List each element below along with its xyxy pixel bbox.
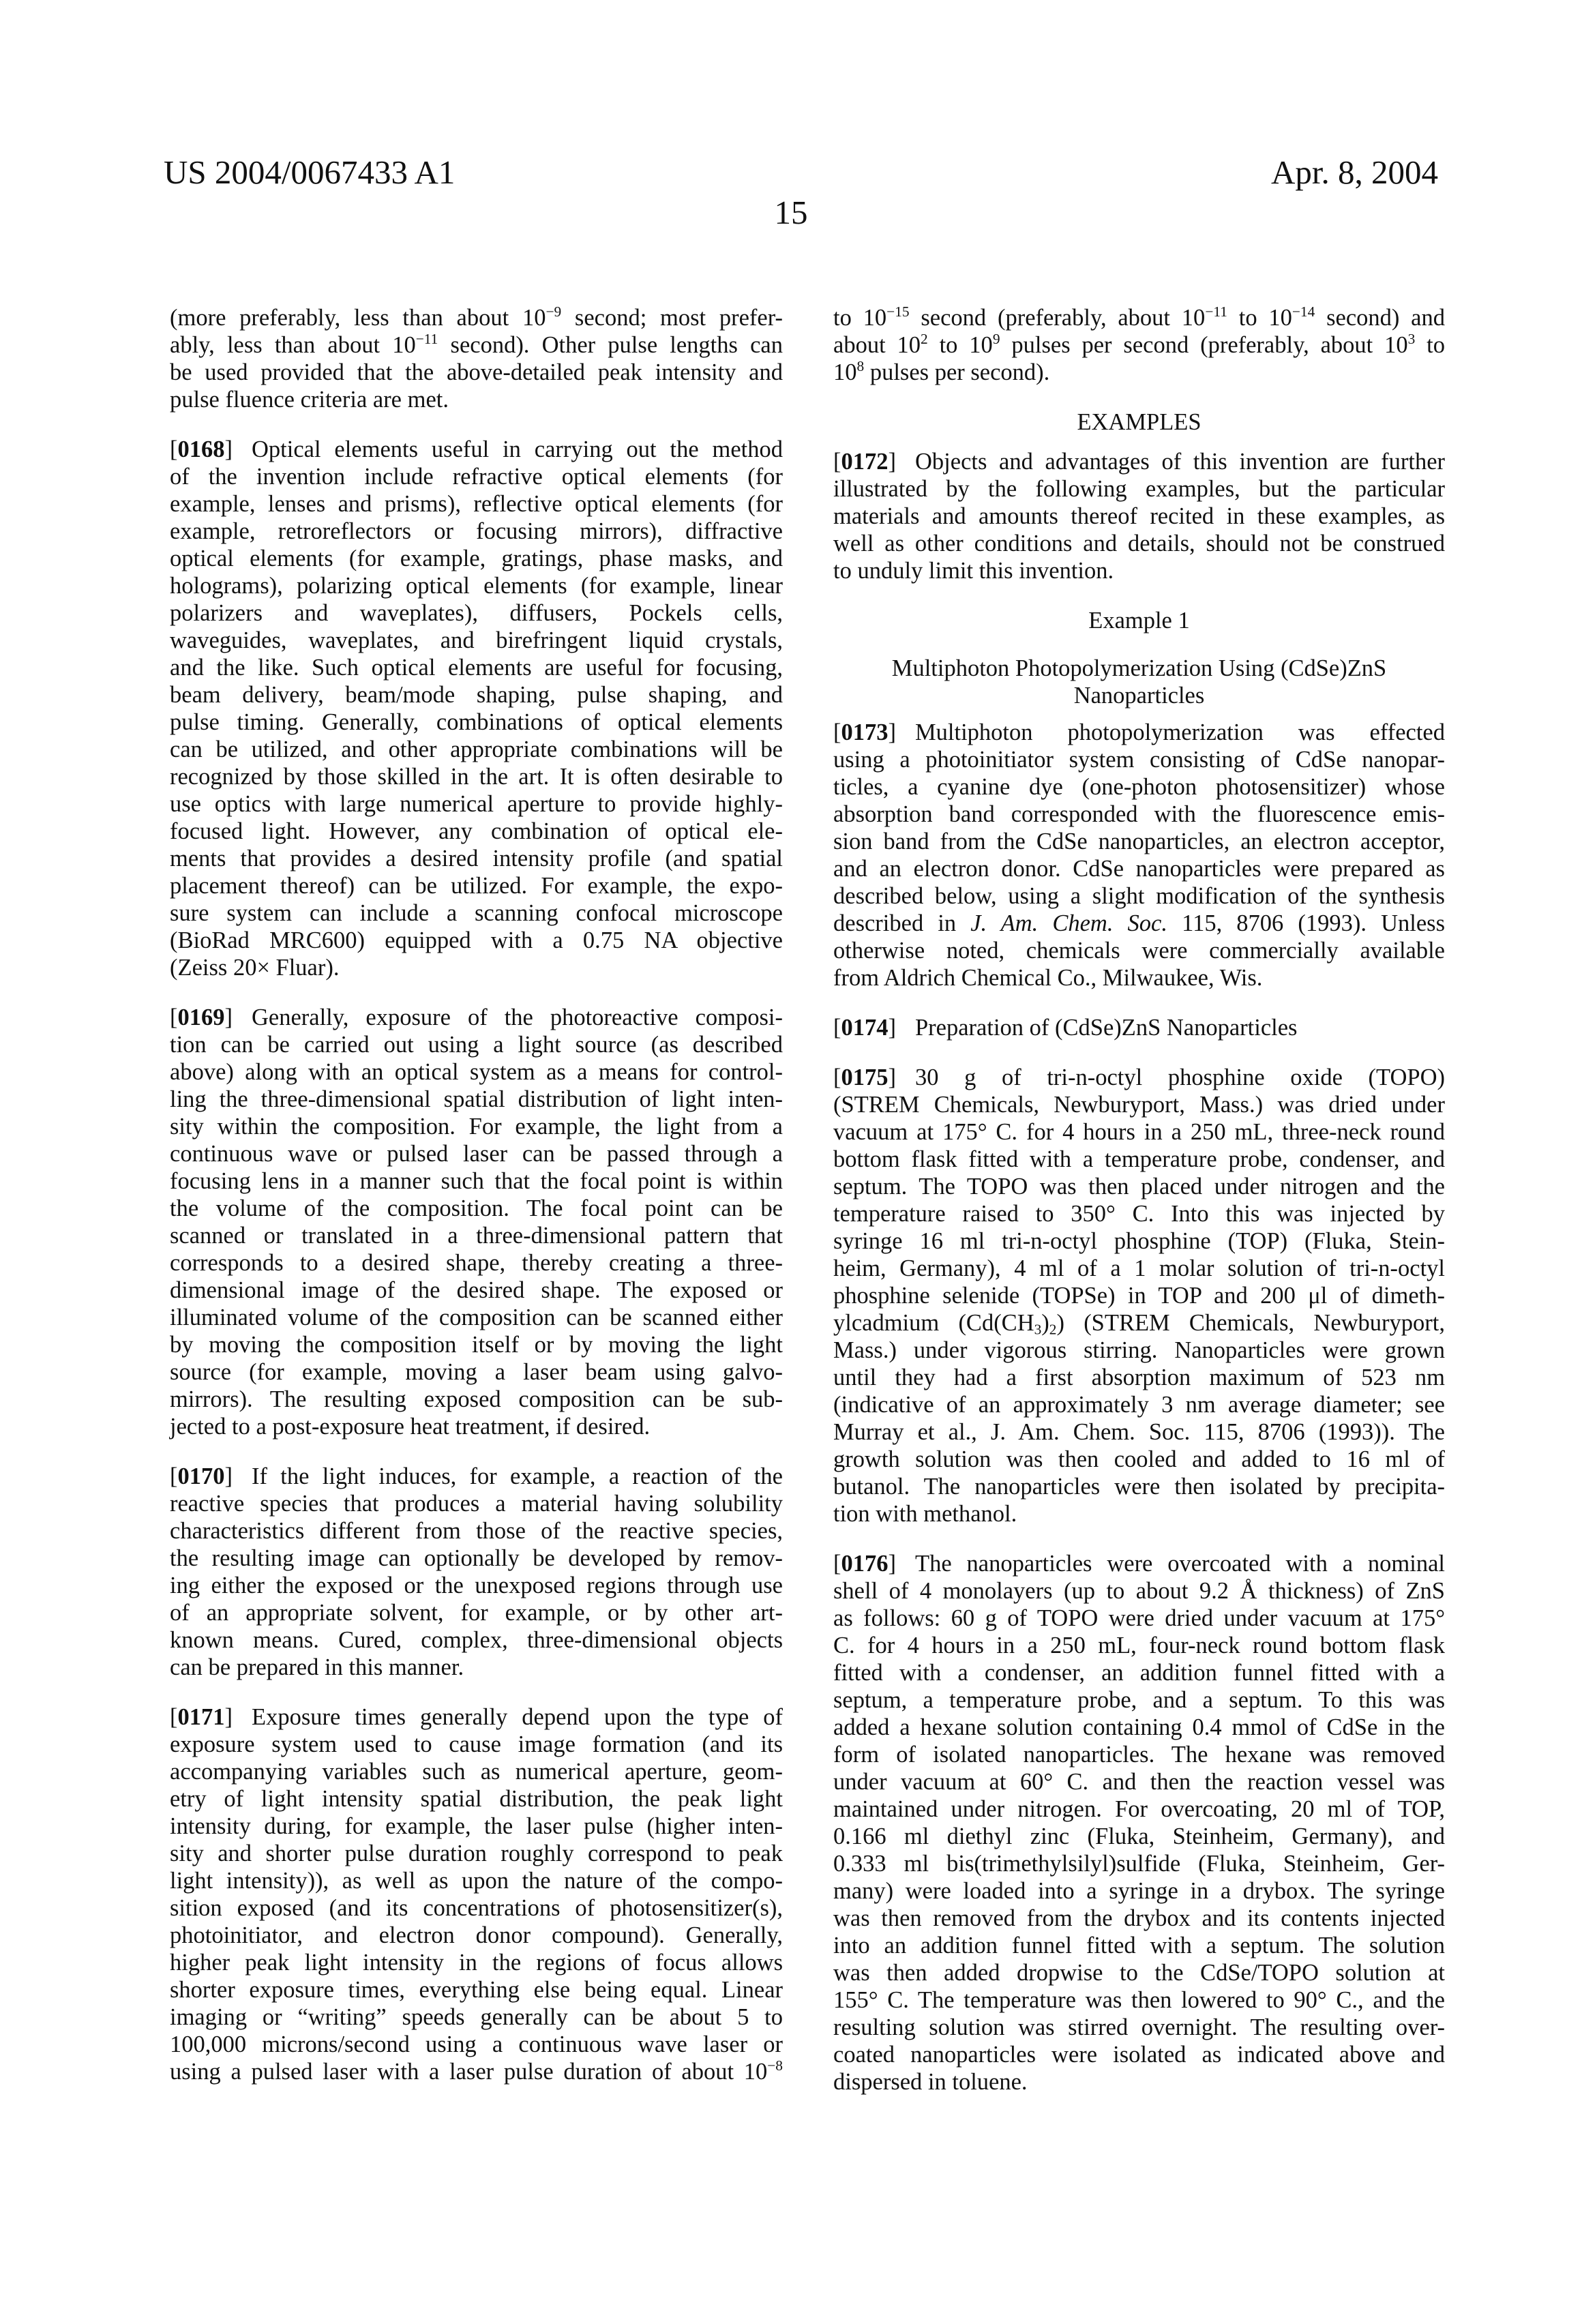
text-line: described in J. Am. Chem. Soc. 115, 8706 (1993). Unless [833, 910, 1445, 936]
section-heading [833, 607, 1445, 634]
text-line: of an appropriate solvent, for example, or by other art- [170, 1600, 783, 1626]
text-line: focusing lens in a manner such that the focal point is within [170, 1168, 783, 1194]
text-line: photoinitiator, and electron donor compound). Generally, [170, 1922, 783, 1948]
superscript: 3 [1407, 330, 1416, 347]
subscript: 3 [1034, 1321, 1042, 1338]
text-line: heim, Germany), 4 ml of a 1 molar solution of tri-n-octyl [833, 1255, 1445, 1281]
text-line: to unduly limit this invention. [833, 558, 1114, 584]
text-line: dispersed in toluene. [833, 2069, 1028, 2095]
text-line: jected to a post-exposure heat treatment, if desired. [170, 1414, 651, 1440]
section-heading [833, 655, 1445, 709]
text-line: [0174] Preparation of (CdSe)ZnS Nanoparticles [833, 1015, 1298, 1041]
italic-citation: J. Am. Chem. Soc. [970, 910, 1167, 936]
text-line: many) were loaded into a syringe in a drybox. The syringe [833, 1878, 1445, 1904]
text-line: the volume of the composition. The focal point can be [170, 1195, 783, 1221]
text-line: coated nanoparticles were isolated as indicated above and [833, 2042, 1445, 2068]
text-line: 0.166 ml diethyl zinc (Fluka, Steinheim, Germany), and [833, 1823, 1445, 1849]
text-line: bottom flask fitted with a temperature probe, condenser, and [833, 1146, 1445, 1172]
text-line: shorter exposure times, everything else being equal. Linear [170, 1977, 783, 2003]
text-line: using a pulsed laser with a laser pulse duration of about $10^{-8}$ [170, 2057, 783, 2085]
section-heading [833, 408, 1445, 436]
text-line: ticles, a cyanine dye (one-photon photosensitizer) whose [833, 774, 1445, 800]
paragraph-continuation [170, 304, 783, 413]
text-line: using a photoinitiator system consisting of CdSe nanopar- [833, 747, 1445, 773]
text-line: until they had a first absorption maximum of 523 nm [833, 1365, 1445, 1390]
text-line: focused light. However, any combination of optical ele- [170, 818, 783, 844]
text-line: illustrated by the following examples, but the particular [833, 476, 1445, 502]
paragraph-number: [0173] [833, 719, 896, 745]
text-line: ably, less than about $10^{-11}$ second). Other pulse lengths can [170, 330, 783, 358]
text-line: ling the three-dimensional spatial distribution of light inten- [170, 1086, 783, 1112]
text-line: can be prepared in this manner. [170, 1654, 464, 1680]
text-line: shell of 4 monolayers (up to about 9.2 Å thickness) of ZnS [833, 1578, 1445, 1604]
text-line: be used provided that the above-detailed peak intensity and [170, 359, 783, 385]
text-line: was then added dropwise to the CdSe/TOPO solution at [833, 1960, 1445, 1986]
text-line: pulse timing. Generally, combinations of optical elements [170, 709, 783, 735]
page-number: 15 [774, 194, 808, 231]
text-line: growth solution was then cooled and added to 16 ml of [833, 1446, 1445, 1472]
text-line: scanned or translated in a three-dimensional pattern that [170, 1223, 783, 1249]
heading-line: EXAMPLES [1077, 409, 1202, 435]
text-line: septum, a temperature probe, and a septum. To this was [833, 1687, 1445, 1713]
text-line: as follows: 60 g of TOPO were dried under vacuum at 175° [833, 1605, 1445, 1631]
text-line: light intensity)), as well as upon the nature of the compo- [170, 1868, 783, 1894]
text-line: Mass.) under vigorous stirring. Nanoparticles were grown [833, 1337, 1445, 1363]
text-line: phosphine selenide (TOPSe) in TOP and 200 μl of dimeth- [833, 1283, 1445, 1309]
paragraph-0171 [170, 1703, 783, 2085]
text-line: accompanying variables such as numerical aperture, geom- [170, 1759, 783, 1785]
text-line: waveguides, waveplates, and birefringent liquid crystals, [170, 627, 783, 653]
text-line: sity within the composition. For example, the light from a [170, 1114, 783, 1139]
text-line: absorption band corresponded with the fluorescence emis- [833, 801, 1445, 827]
text-line: polarizers and waveplates), diffusers, Pockels cells, [170, 600, 783, 626]
text-line: [0176] The nanoparticles were overcoated with a nominal [833, 1551, 1445, 1577]
text-line: (more preferably, less than about $10^{-9}$ second; most prefer- [170, 303, 783, 331]
text-line: dimensional image of the desired shape. The exposed or [170, 1277, 783, 1303]
text-line: [0175] 30 g of tri-n-octyl phosphine oxide (TOPO) [833, 1064, 1445, 1090]
text-line: [0171] Exposure times generally depend upon the type of [170, 1704, 783, 1730]
text-line: 0.333 ml bis(trimethylsilyl)sulfide (Fluka, Steinheim, Ger- [833, 1851, 1445, 1877]
right-column [833, 304, 1445, 2118]
text-line: etry of light intensity spatial distribution, the peak light [170, 1786, 783, 1812]
text-line: by moving the composition itself or by moving the light [170, 1332, 783, 1358]
text-line: vacuum at 175° C. for 4 hours in a 250 mL, three-neck round [833, 1119, 1445, 1145]
text-line: (BioRad MRC600) equipped with a 0.75 NA objective [170, 927, 783, 953]
text-line: of the invention include refractive optical elements (for [170, 464, 783, 490]
paragraph-0170 [170, 1463, 783, 1681]
text-line: C. for 4 hours in a 250 mL, four-neck round bottom flask [833, 1633, 1445, 1658]
text-line: can be utilized, and other appropriate combinations will be [170, 736, 783, 762]
text-line: about $10^2$ to $10^9$ pulses per second (preferably, about $10^3$ to [833, 330, 1446, 358]
text-line: exposure system used to cause image formation (and its [170, 1731, 783, 1757]
superscript: −8 [767, 2057, 783, 2074]
text-line: [0173] Multiphoton photopolymerization was effected [833, 719, 1445, 745]
text-line: ing either the exposed or the unexposed regions through use [170, 1573, 783, 1598]
text-line: otherwise noted, chemicals were commercially available [833, 938, 1445, 964]
text-line: optical elements (for example, gratings, phase masks, and [170, 546, 783, 571]
text-line: resulting solution was stirred overnight. The resulting over- [833, 2014, 1445, 2040]
text-line: was then removed from the drybox and its contents injected [833, 1905, 1445, 1931]
text-line: (indicative of an approximately 3 nm average diameter; see [833, 1392, 1445, 1418]
text-line: from Aldrich Chemical Co., Milwaukee, Wis. [833, 965, 1263, 991]
paragraph-number: [0176] [833, 1551, 896, 1577]
subscript: 2 [1049, 1321, 1057, 1338]
text-line: imaging or “writing” speeds generally can be about 5 to [170, 2004, 783, 2030]
text-line: sition exposed (and its concentrations of photosensitizer(s), [170, 1895, 783, 1921]
text-line: use optics with large numerical aperture to provide highly- [170, 791, 783, 817]
patent-number: US 2004/0067433 A1 [164, 153, 456, 191]
paragraph-number: [0169] [170, 1004, 233, 1030]
paragraph-0169 [170, 1004, 783, 1440]
superscript: −15 [886, 303, 910, 320]
text-line: septum. The TOPO was then placed under nitrogen and the [833, 1174, 1445, 1200]
text-line: described below, using a slight modification of the synthesis [833, 883, 1445, 909]
superscript: 9 [992, 330, 1000, 347]
text-line: mirrors). The resulting exposed composition can be sub- [170, 1386, 783, 1412]
superscript: 8 [856, 357, 865, 374]
paragraph-0172 [833, 448, 1445, 584]
text-line: beam delivery, beam/mode shaping, pulse shaping, and [170, 682, 783, 708]
text-line: illuminated volume of the composition can be scanned either [170, 1305, 783, 1330]
text-line: 100,000 microns/second using a continuous wave laser or [170, 2031, 783, 2057]
text-line: reactive species that produces a material having solubility [170, 1491, 783, 1517]
text-line: characteristics different from those of the reactive species, [170, 1518, 783, 1544]
text-line: continuous wave or pulsed laser can be passed through a [170, 1141, 783, 1167]
paragraph-0176 [833, 1550, 1445, 2096]
text-line: to $10^{-15}$ second (preferably, about $10^{-11}$ to $10^{-14}$ second) and [833, 303, 1445, 331]
text-line: temperature raised to 350° C. Into this was injected by [833, 1201, 1445, 1227]
paragraph-number: [0172] [833, 449, 896, 475]
paragraph-continuation [833, 304, 1445, 386]
paragraph-number: [0175] [833, 1064, 896, 1090]
text-line: [0170] If the light induces, for example, a reaction of the [170, 1463, 783, 1489]
paragraph-0175 [833, 1064, 1445, 1528]
text-line: recognized by those skilled in the art. It is often desirable to [170, 764, 783, 790]
paragraph-number: [0174] [833, 1015, 896, 1041]
text-line: fitted with a condenser, an addition funnel fitted with a [833, 1660, 1445, 1686]
text-line: sion band from the CdSe nanoparticles, an electron acceptor, [833, 829, 1445, 854]
text-line: and an electron donor. CdSe nanoparticles were prepared as [833, 856, 1445, 882]
text-line: $10^8$ pulses per second). [833, 357, 1050, 385]
paragraph-number: [0171] [170, 1704, 233, 1730]
text-line: (Zeiss 20× Fluar). [170, 955, 340, 981]
paragraph-0173 [833, 719, 1445, 992]
text-line: above) along with an optical system as a means for control- [170, 1059, 783, 1085]
paragraph-0168 [170, 436, 783, 981]
left-column [170, 304, 783, 2085]
superscript: −11 [415, 330, 438, 347]
superscript: −14 [1292, 303, 1315, 320]
text-line: into an addition funnel fitted with a septum. The solution [833, 1933, 1445, 1958]
superscript: 2 [921, 330, 928, 347]
text-line: corresponds to a desired shape, thereby creating a three- [170, 1250, 783, 1276]
text-line: added a hexane solution containing 0.4 mmol of CdSe in the [833, 1714, 1445, 1740]
heading-line: Nanoparticles [1073, 683, 1205, 709]
paragraph-number: [0168] [170, 436, 233, 462]
text-line: [0172] Objects and advantages of this invention are further [833, 449, 1445, 475]
text-line: sity and shorter pulse duration roughly correspond to peak [170, 1841, 783, 1866]
text-line: example, lenses and prisms), reflective optical elements (for [170, 491, 783, 517]
text-line: form of isolated nanoparticles. The hexane was removed [833, 1742, 1445, 1768]
publication-date: Apr. 8, 2004 [1271, 153, 1438, 191]
text-line: under vacuum at 60° C. and then the reaction vessel was [833, 1769, 1445, 1795]
text-line: known means. Cured, complex, three-dimensional objects [170, 1627, 783, 1653]
text-line: [0168] Optical elements useful in carrying out the method [170, 436, 783, 462]
text-line: tion with methanol. [833, 1501, 1017, 1527]
text-line: placement thereof) can be utilized. For example, the expo- [170, 873, 783, 899]
text-line: holograms), polarizing optical elements (for example, linear [170, 573, 783, 599]
text-line: maintained under nitrogen. For overcoating, 20 ml of TOP, [833, 1796, 1445, 1822]
heading-line: Multiphoton Photopolymerization Using (CdSe)ZnS [891, 655, 1387, 681]
text-line: intensity during, for example, the laser pulse (higher inten- [170, 1813, 783, 1839]
text-line: example, retroreflectors or focusing mirrors), diffractive [170, 518, 783, 544]
text-line: (STREM Chemicals, Newburyport, Mass.) was dried under [833, 1092, 1445, 1118]
text-line: ments that provides a desired intensity profile (and spatial [170, 846, 783, 872]
text-line: syringe 16 ml tri-n-octyl phosphine (TOP) (Fluka, Stein- [833, 1228, 1445, 1254]
superscript: −9 [546, 303, 562, 320]
text-line: butanol. The nanoparticles were then isolated by precipita- [833, 1474, 1445, 1500]
text-line: ylcadmium $(Cd(CH_3)_2)$ (STREM Chemicals, Newburyport, [833, 1310, 1445, 1338]
paragraph-0174 [833, 1014, 1445, 1041]
text-line: tion can be carried out using a light source (as described [170, 1032, 783, 1058]
text-line: and the like. Such optical elements are useful for focusing, [170, 655, 783, 681]
paragraph-number: [0170] [170, 1463, 233, 1489]
text-line: higher peak light intensity in the regions of focus allows [170, 1950, 783, 1976]
text-line: the resulting image can optionally be developed by remov- [170, 1545, 783, 1571]
heading-line: Example 1 [1088, 608, 1190, 634]
superscript: −11 [1205, 303, 1227, 320]
text-line: Murray et al., J. Am. Chem. Soc. 115, 8706 (1993)). The [833, 1419, 1445, 1445]
text-line: pulse fluence criteria are met. [170, 387, 449, 413]
text-line: sure system can include a scanning confocal microscope [170, 900, 783, 926]
text-line: well as other conditions and details, should not be construed [833, 531, 1445, 556]
text-line: 155° C. The temperature was then lowered to 90° C., and the [833, 1987, 1445, 2013]
text-line: materials and amounts thereof recited in these examples, as [833, 503, 1445, 529]
text-line: [0169] Generally, exposure of the photoreactive composi- [170, 1004, 783, 1030]
text-line: source (for example, moving a laser beam using galvo- [170, 1359, 783, 1385]
